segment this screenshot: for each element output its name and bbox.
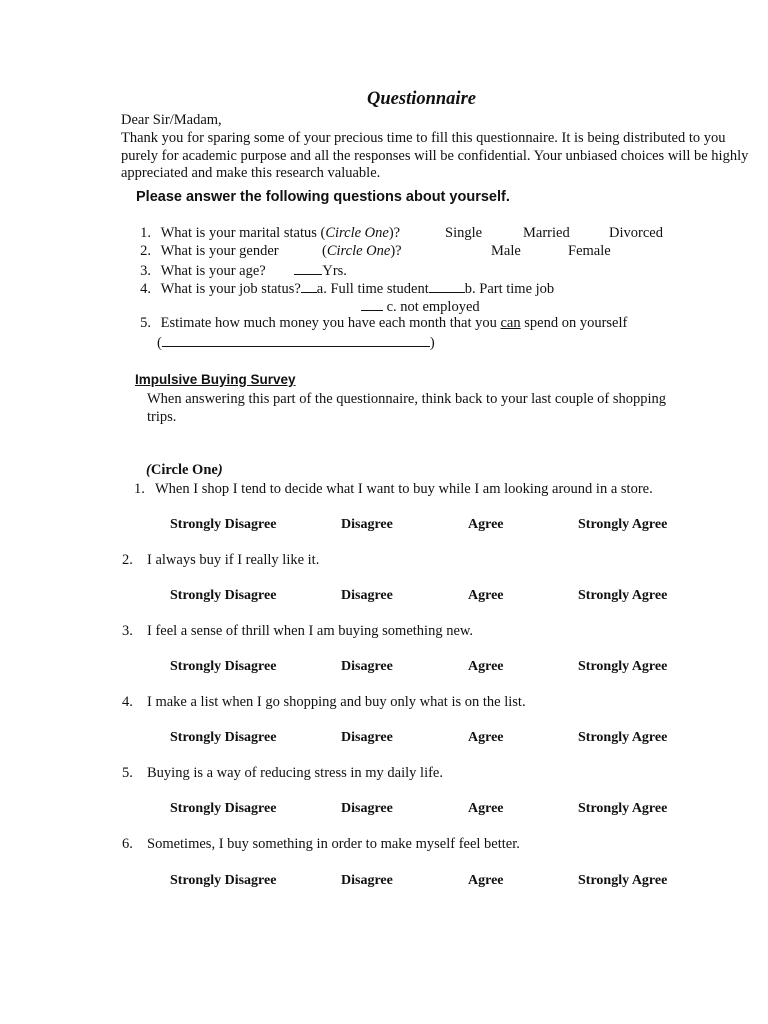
- circle-one-instruction: [146, 462, 223, 479]
- paren-open: (: [146, 462, 151, 478]
- survey-title: Impulsive Buying Survey: [135, 372, 296, 387]
- survey-item-number: 6.: [122, 836, 133, 852]
- question-open: (: [322, 243, 327, 259]
- age-suffix: Yrs.: [322, 263, 347, 279]
- job-blank-b[interactable]: [429, 279, 465, 293]
- scale-strongly-agree[interactable]: Strongly Agree: [578, 801, 668, 816]
- survey-item-number: 1.: [134, 481, 145, 497]
- personal-question-5: [129, 315, 627, 332]
- question-text-emphasis: can: [500, 315, 521, 331]
- scale-agree[interactable]: Agree: [468, 517, 504, 532]
- question-text: What is your age?: [160, 263, 266, 279]
- personal-question-2: [129, 243, 279, 260]
- job-blank-a[interactable]: [301, 279, 317, 293]
- circle-one-note: Circle One: [325, 225, 389, 241]
- paren-close: ): [217, 462, 223, 478]
- survey-item-text: Sometimes, I buy something in order to make myself feel better.: [147, 836, 520, 852]
- scale-disagree[interactable]: Disagree: [341, 659, 393, 674]
- money-answer-row: [157, 333, 435, 352]
- survey-item-text: I make a list when I go shopping and buy only what is on the list.: [147, 694, 526, 710]
- survey-intro: When answering this part of the questionnaire, think back to your last couple of shopping trips.: [147, 391, 667, 425]
- circle-one-note: Circle One: [326, 243, 391, 259]
- survey-item-number: 2.: [122, 552, 133, 568]
- job-option-b: b. Part time job: [464, 281, 555, 297]
- scale-agree[interactable]: Agree: [468, 801, 504, 816]
- scale-strongly-disagree[interactable]: Strongly Disagree: [170, 730, 277, 745]
- question-text: What is your gender: [160, 243, 279, 259]
- scale-agree[interactable]: Agree: [468, 588, 504, 603]
- page-title: Questionnaire: [367, 89, 476, 109]
- job-blank-c[interactable]: [361, 297, 383, 311]
- age-blank[interactable]: [294, 261, 322, 275]
- question-text: What is your job status?: [160, 281, 301, 297]
- personal-question-1: [129, 225, 400, 242]
- circle-one-label: Circle One: [150, 462, 218, 478]
- survey-item-text: I feel a sense of thrill when I am buying something new.: [147, 623, 474, 639]
- option-female[interactable]: Female: [568, 243, 611, 259]
- money-blank[interactable]: [162, 333, 430, 347]
- survey-item-text: When I shop I tend to decide what I want to buy while I am looking around in a store.: [155, 481, 653, 497]
- survey-item-number: 3.: [122, 623, 133, 639]
- option-single[interactable]: Single: [445, 225, 483, 241]
- salutation: Dear Sir/Madam,: [121, 112, 222, 128]
- job-option-c: c. not employed: [386, 299, 480, 315]
- job-option-c-row: [361, 297, 480, 316]
- scale-strongly-agree[interactable]: Strongly Agree: [578, 873, 668, 888]
- scale-disagree[interactable]: Disagree: [341, 517, 393, 532]
- question-end: )?: [388, 225, 401, 241]
- scale-strongly-agree[interactable]: Strongly Agree: [578, 730, 668, 745]
- scale-strongly-disagree[interactable]: Strongly Disagree: [170, 659, 277, 674]
- job-option-a: a. Full time student: [316, 281, 429, 297]
- scale-strongly-disagree[interactable]: Strongly Disagree: [170, 517, 277, 532]
- paren-close: ): [429, 335, 435, 351]
- question-text: Estimate how much money you have each month that you: [160, 315, 501, 331]
- question-text-end: spend on yourself: [520, 315, 628, 331]
- question-number: 4.: [140, 281, 151, 297]
- question-number: 2.: [140, 243, 151, 259]
- scale-agree[interactable]: Agree: [468, 873, 504, 888]
- scale-disagree[interactable]: Disagree: [341, 801, 393, 816]
- question-text: What is your marital status (: [160, 225, 326, 241]
- question-end: )?: [390, 243, 402, 259]
- survey-item-text: Buying is a way of reducing stress in my daily life.: [147, 765, 443, 781]
- personal-question-4: [129, 279, 554, 298]
- scale-disagree[interactable]: Disagree: [341, 730, 393, 745]
- option-divorced[interactable]: Divorced: [609, 225, 663, 241]
- question-number: 3.: [140, 263, 151, 279]
- option-married[interactable]: Married: [523, 225, 570, 241]
- scale-strongly-agree[interactable]: Strongly Agree: [578, 659, 668, 674]
- question-number: 5.: [140, 315, 151, 331]
- paren-open: (: [157, 335, 162, 351]
- survey-item-number: 5.: [122, 765, 133, 781]
- personal-heading: Please answer the following questions about yourself.: [136, 189, 510, 205]
- scale-strongly-agree[interactable]: Strongly Agree: [578, 588, 668, 603]
- scale-disagree[interactable]: Disagree: [341, 588, 393, 603]
- intro-paragraph: Thank you for sparing some of your precious time to fill this questionnaire. It is being distributed to you purely for academic purpose and all the responses will be confidential. Your unbiased choices will be highly appreciated and make this research valuable.: [121, 130, 749, 182]
- scale-strongly-disagree[interactable]: Strongly Disagree: [170, 873, 277, 888]
- survey-item-number: 4.: [122, 694, 133, 710]
- scale-disagree[interactable]: Disagree: [341, 873, 393, 888]
- scale-agree[interactable]: Agree: [468, 730, 504, 745]
- scale-strongly-disagree[interactable]: Strongly Disagree: [170, 801, 277, 816]
- personal-question-3: [129, 261, 347, 280]
- option-male[interactable]: Male: [491, 243, 521, 259]
- question-number: 1.: [140, 225, 151, 241]
- scale-strongly-disagree[interactable]: Strongly Disagree: [170, 588, 277, 603]
- circle-one-note-group: [322, 243, 402, 260]
- scale-strongly-agree[interactable]: Strongly Agree: [578, 517, 668, 532]
- scale-agree[interactable]: Agree: [468, 659, 504, 674]
- survey-item-text: I always buy if I really like it.: [147, 552, 320, 568]
